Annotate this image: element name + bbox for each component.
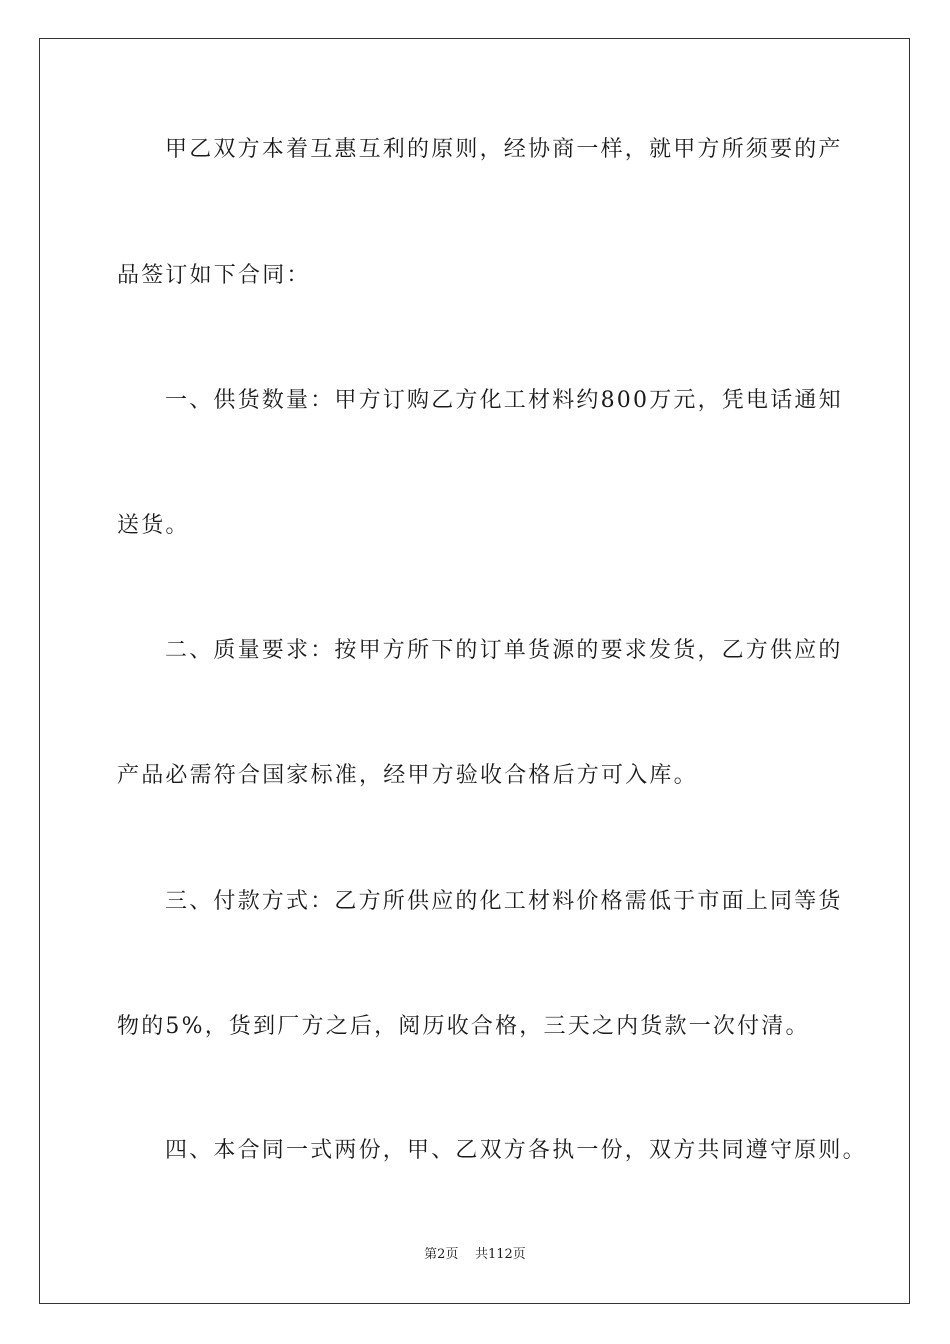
page-border: [39, 38, 910, 1304]
page-footer: [0, 1246, 950, 1264]
page-number: 第2页: [424, 1247, 459, 1262]
clause-2-line-2: 产品必需符合国家标准，经甲方验收合格后方可入库。: [117, 763, 698, 788]
paragraph-1-line-2: 品签订如下合同：: [117, 263, 311, 288]
paragraph-1-line-1: 甲乙双方本着互惠互利的原则，经协商一样，就甲方所须要的产: [165, 137, 843, 162]
clause-4-line-1: 四、本合同一式两份，甲、乙双方各执一份，双方共同遵守原则。: [165, 1138, 867, 1163]
page-total: 共112页: [474, 1247, 526, 1262]
clause-1-line-2: 送货。: [117, 513, 190, 538]
clause-3-line-2: 物的5%，货到厂方之后，阅历收合格，三天之内货款一次付清。: [117, 1014, 810, 1039]
clause-2-line-1: 二、质量要求：按甲方所下的订单货源的要求发货，乙方供应的: [165, 638, 843, 663]
clause-3-line-1: 三、付款方式：乙方所供应的化工材料价格需低于市面上同等货: [165, 889, 843, 914]
clause-1-line-1: 一、供货数量：甲方订购乙方化工材料约800万元，凭电话通知: [165, 388, 843, 413]
